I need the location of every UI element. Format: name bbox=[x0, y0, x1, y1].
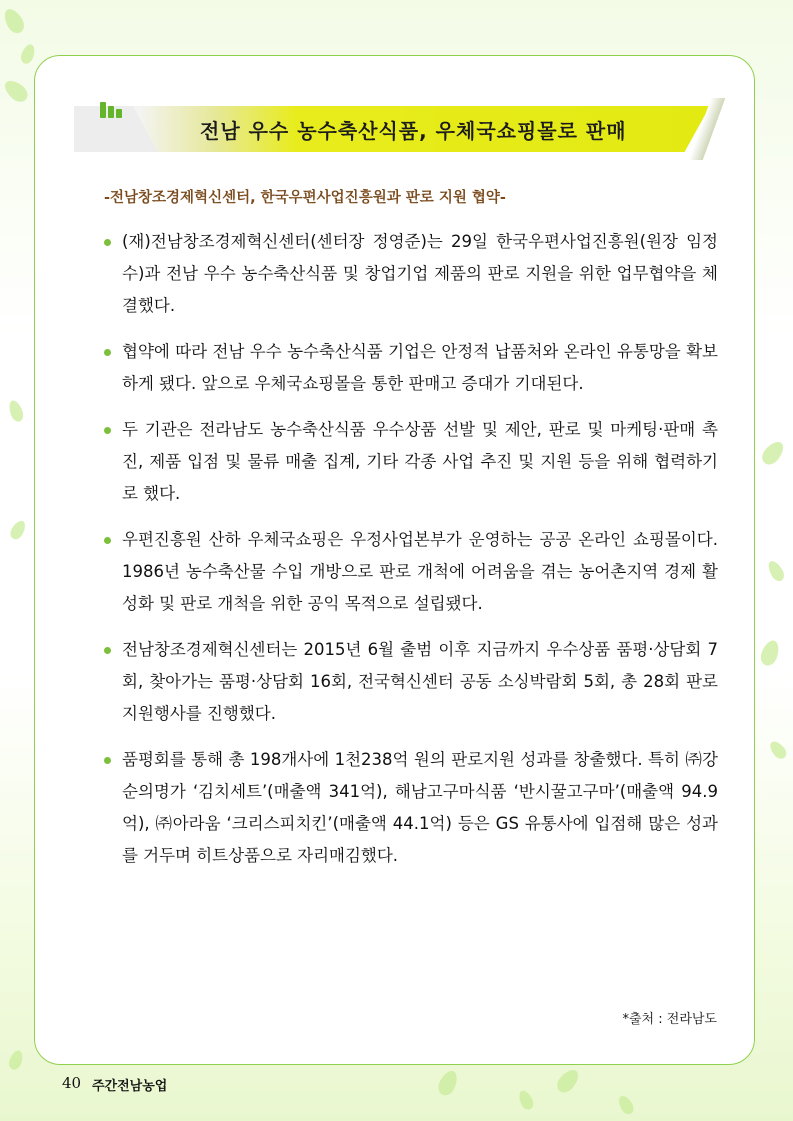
leaf-decoration bbox=[8, 518, 28, 541]
paragraph-text: (재)전남창조경제혁신센터(센터장 정영준)는 29일 한국우편사업진흥원(원장 임정수)과 전남 우수 농수축산식품 및 창업기업 제품의 판로 지원을 위한 업무협약을 체결했다. bbox=[122, 232, 718, 315]
source-credit: *출처 : 전라남도 bbox=[622, 1012, 717, 1027]
leaf-decoration bbox=[435, 1068, 460, 1098]
paragraph-text: 품평회를 통해 총 198개사에 1천238억 원의 판로지원 성과를 창출했다. 특히 ㈜강순의명가 ‘김치세트’(매출액 341억), 해남고구마식품 ‘반시꿀고구마’(매출액 94.9억), ㈜아라움 ‘크리스피치킨’(매출액 44.1억) 등은 GS 유통사에 입점해 많은 성과를 거두며 히트상품으로 자리매김했다. bbox=[122, 750, 718, 865]
paragraph bbox=[104, 414, 718, 510]
leaf-decoration bbox=[616, 1093, 636, 1116]
article-title: 전남 우수 농수축산식품, 우체국쇼핑몰로 판매 bbox=[200, 119, 627, 143]
leaf-decoration bbox=[516, 1088, 535, 1111]
leaf-decoration bbox=[759, 438, 788, 468]
article-subtitle: -전남창조경제혁신센터, 한국우편사업진흥원과 판로 지원 협약- bbox=[104, 190, 506, 206]
paragraph bbox=[104, 336, 718, 400]
bullet-icon bbox=[104, 427, 111, 434]
paragraph bbox=[104, 634, 718, 730]
paragraph-text: 협약에 따라 전남 우수 농수축산식품 기업은 안정적 납품처와 온라인 유통망을 확보하게 됐다. 앞으로 우체국쇼핑몰을 통한 판매고 증대가 기대된다. bbox=[122, 342, 718, 393]
paragraph-text: 두 기관은 전라남도 농수축산식품 우수상품 선발 및 제안, 판로 및 마케팅·판매 촉진, 제품 입점 및 물류 매출 집계, 기타 각종 사업 추진 및 지원 등을 위해 협력하기로 했다. bbox=[122, 420, 718, 503]
bullet-icon bbox=[104, 757, 111, 764]
magazine-name: 주간전남농업 bbox=[92, 1079, 168, 1094]
leaf-decoration bbox=[758, 638, 782, 668]
bullet-icon bbox=[104, 537, 111, 544]
leaf-decoration bbox=[767, 738, 789, 761]
paragraph bbox=[104, 744, 718, 872]
paragraph bbox=[104, 226, 718, 322]
leaf-decoration bbox=[1, 77, 31, 106]
paragraph-text: 우편진흥원 산하 우체국쇼핑은 우정사업본부가 운영하는 공공 온라인 쇼핑몰이다. 1986년 농수축산물 수입 개방으로 판로 개척에 어려움을 겪는 농어촌지역 경제 활성화 및 판로 개척을 위한 공익 목적으로 설립됐다. bbox=[122, 530, 718, 613]
paragraph bbox=[104, 524, 718, 620]
leaf-decoration bbox=[554, 1066, 583, 1096]
leaf-decoration bbox=[765, 558, 786, 583]
page-number: 40 bbox=[62, 1074, 82, 1092]
bullet-icon bbox=[104, 239, 111, 246]
leaf-decoration bbox=[7, 399, 26, 424]
bullet-icon bbox=[104, 349, 111, 356]
bullet-icon bbox=[104, 647, 111, 654]
leaf-decoration bbox=[1, 6, 28, 37]
leaf-decoration bbox=[19, 43, 37, 66]
leaf-decoration bbox=[7, 1049, 25, 1072]
paragraph-text: 전남창조경제혁신센터는 2015년 6월 출범 이후 지금까지 우수상품 품평·상담회 7회, 찾아가는 품평·상담회 16회, 전국혁신센터 공동 소싱박람회 5회, 총 28회 판로 지원행사를 진행했다. bbox=[122, 640, 718, 723]
article-body bbox=[104, 226, 718, 886]
